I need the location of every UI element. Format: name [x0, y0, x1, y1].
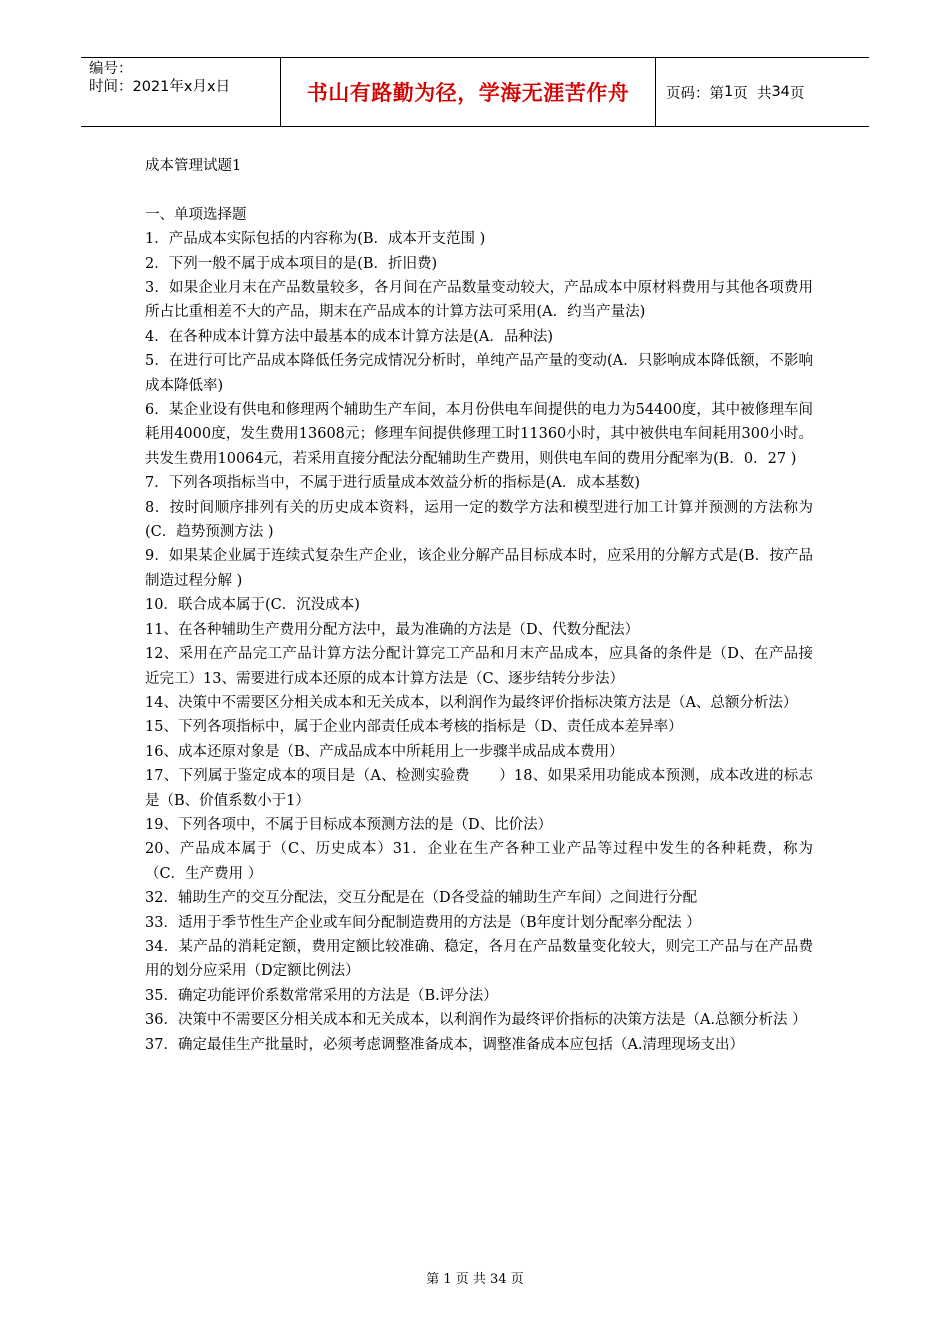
question-item: 35．确定功能评价系数常常采用的方法是（B.评分法）: [145, 987, 498, 1004]
page-header: [81, 57, 869, 127]
question-item: 16、成本还原对象是（B、产成品成本中所耗用上一步骤半成品成本费用）: [145, 743, 624, 760]
page-middle: 页 共: [733, 85, 772, 102]
question-item: 8．按时间顺序排列有关的历史成本资料，运用一定的数学方法和模型进行加工计算并预测的方法称为(C．趋势预测方法 ): [145, 499, 813, 541]
page-current: 1: [724, 84, 734, 100]
question-item: 33．适用于季节性生产企业或车间分配制造费用的方法是（B年度计划分配率分配法 ）: [145, 914, 701, 931]
document-number-label: 编号：: [89, 61, 133, 77]
question-item: 12、采用在产品完工产品计算方法分配计算完工产品和月末产品成本，应具备的条件是（D、在产品接近完工）13、需要进行成本还原的成本计算方法是（C、逐步结转分步法）: [145, 646, 813, 687]
question-item: 3．如果企业月末在产品数量较多，各月间在产品数量变动较大，产品成本中原材料费用与其他各项费用所占比重相差不大的产品，期末在产品成本的计算方法可采用(A．约当产量法): [145, 280, 813, 321]
question-item: 14、决策中不需要区分相关成本和无关成本，以利润作为最终评价指标决策方法是（A、总额分析法）: [145, 694, 798, 711]
question-item: 10．联合成本属于(C．沉没成本): [145, 597, 360, 614]
question-item: 37．确定最佳生产批量时，必须考虑调整准备成本，调整准备成本应包括（A.清理现场支出）: [145, 1036, 745, 1053]
question-item: 34．某产品的消耗定额，费用定额比较准确、稳定，各月在产品数量变化较大，则完工产品与在产品费用的划分应采用（D定额比例法）: [145, 938, 813, 980]
question-item: 20、产品成本属于（C、历史成本）31．企业在生产各种工业产品等过程中发生的各种耗费，称为（C．生产费用 ）: [145, 841, 813, 882]
page-footer: 第 1 页 共 34 页: [426, 1272, 524, 1287]
header-page-info: [656, 58, 869, 126]
question-item: 17、下列属于鉴定成本的项目是（A、检测实验费 ）18、如果采用功能成本预测，成本改进的标志是（B、价值系数小于1）: [145, 768, 813, 809]
section-heading: 一、单项选择题: [145, 206, 247, 223]
question-item: 5．在进行可比产品成本降低任务完成情况分析时，单纯产品产量的变动(A．只影响成本降低额，不影响成本降低率): [145, 353, 813, 394]
question-item: 6．某企业设有供电和修理两个辅助生产车间，本月份供电车间提供的电力为54400度，其中被修理车间耗用4000度，发生费用13608元；修理车间提供修理工时11360小时，其中被供电车间耗用300小时。共发生费用10064元，若采用直接分配法分配辅助生产费用，则供电车间的费用分配率为(B．0．27 ): [145, 402, 813, 467]
question-item: 2．下列一般不属于成本项目的是(B．折旧费): [145, 255, 438, 272]
question-item: 36．决策中不需要区分相关成本和无关成本，以利润作为最终评价指标的决策方法是（A.总额分析法 ）: [145, 1012, 807, 1029]
question-item: 15、下列各项指标中，属于企业内部责任成本考核的指标是（D、责任成本差异率）: [145, 719, 683, 736]
question-item: 32．辅助生产的交互分配法，交互分配是在（D各受益的辅助生产车间）之间进行分配: [145, 890, 698, 907]
header-meta: [81, 58, 281, 126]
document-body: [145, 154, 813, 1057]
document-title: 成本管理试题1: [145, 158, 242, 174]
question-item: 9．如果某企业属于连续式复杂生产企业，该企业分解产品目标成本时，应采用的分解方式是(B．按产品制造过程分解 ): [145, 548, 813, 589]
question-item: 19、下列各项中，不属于目标成本预测方法的是（D、比价法）: [145, 816, 553, 833]
question-item: 4．在各种成本计算方法中最基本的成本计算方法是(A．品种法): [145, 328, 554, 345]
page-prefix: 页码：第: [666, 85, 724, 102]
question-item: 11、在各种辅助生产费用分配方法中，最为准确的方法是（D、代数分配法）: [145, 621, 640, 638]
question-item: 7．下列各项指标当中，不属于进行质量成本效益分析的指标是(A．成本基数): [145, 475, 641, 492]
page-suffix: 页: [789, 85, 805, 102]
question-item: 1．产品成本实际包括的内容称为(B．成本开支范围 ): [145, 231, 486, 248]
header-motto: 书山有路勤为径，学海无涯苦作舟: [281, 58, 656, 126]
page-total: 34: [771, 84, 790, 100]
document-date: 时间：2021年x月x日: [89, 79, 231, 95]
